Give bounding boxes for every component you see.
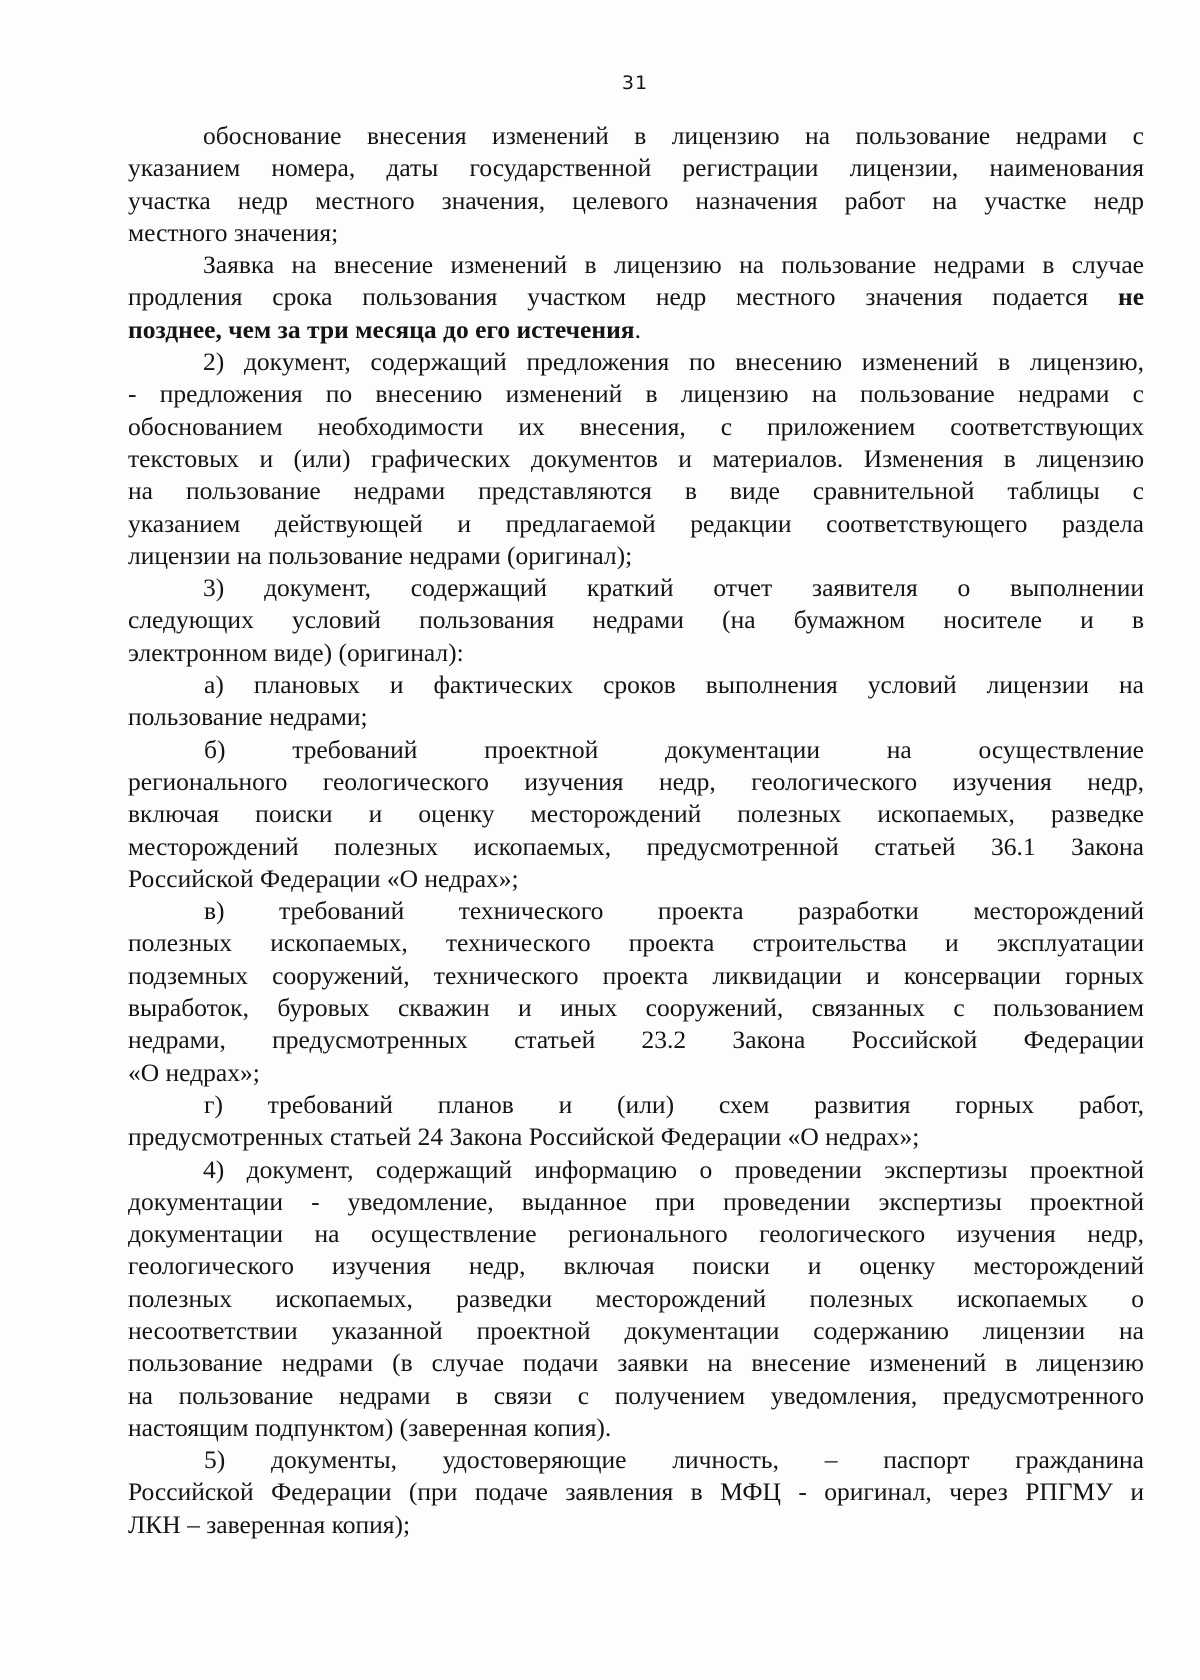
emphasis-text: не [1118, 282, 1145, 312]
text-line: б) требований проектной документации на осуществление [204, 734, 1144, 764]
emphasis-text: позднее, чем за три месяца до его истечения [128, 314, 635, 344]
text-line: электронном виде) (оригинал): [128, 637, 464, 667]
text-line: 4) документ, содержащий информацию о проведении экспертизы проектной [203, 1154, 1144, 1184]
text-line: указанием действующей и предлагаемой редакции соответствующего раздела [128, 508, 1144, 538]
text-line: на пользование недрами представляются в виде сравнительной таблицы с [128, 476, 1144, 506]
text-line: полезных ископаемых, разведки месторождений полезных ископаемых о [128, 1283, 1144, 1313]
text-line: настоящим подпунктом) (заверенная копия). [128, 1412, 612, 1442]
text-line: лицензии на пользование недрами (оригинал); [128, 540, 633, 570]
text-line: текстовых и (или) графических документов и материалов. Изменения в лицензию [128, 443, 1144, 473]
document-body [128, 120, 1144, 1541]
text-line: а) плановых и фактических сроков выполнения условий лицензии на [204, 670, 1144, 700]
text-line: регионального геологического изучения недр, геологического изучения недр, [128, 766, 1144, 796]
text-line: на пользование недрами в связи с получением уведомления, предусмотренного [128, 1380, 1144, 1410]
text-line: несоответствии указанной проектной документации содержанию лицензии на [128, 1315, 1144, 1345]
page-number: 31 [621, 72, 649, 94]
text-line [128, 314, 1144, 346]
text-line: 5) документы, удостоверяющие личность, – паспорт гражданина [204, 1445, 1144, 1475]
text-line: «О недрах»; [128, 1057, 260, 1087]
text-line: 3) документ, содержащий краткий отчет заявителя о выполнении [203, 573, 1144, 603]
text-line: г) требований планов и (или) схем развития горных работ, [204, 1089, 1144, 1119]
text-line: указанием номера, даты государственной регистрации лицензии, наименования [128, 153, 1144, 183]
text-line: месторождений полезных ископаемых, предусмотренной статьей 36.1 Закона [128, 831, 1144, 861]
text-line: Российской Федерации «О недрах»; [128, 863, 519, 893]
text-line: подземных сооружений, технического проекта ликвидации и консервации горных [128, 960, 1144, 990]
text-line: в) требований технического проекта разработки месторождений [204, 896, 1144, 926]
text-line: Российской Федерации (при подаче заявления в МФЦ - оригинал, через РПГМУ и [128, 1477, 1144, 1507]
text-line: участка недр местного значения, целевого назначения работ на участке недр [128, 185, 1144, 215]
text-line: 2) документ, содержащий предложения по внесению изменений в лицензию, [203, 347, 1144, 377]
text-line: - предложения по внесению изменений в лицензию на пользование недрами с [128, 379, 1144, 409]
text-line: выработок, буровых скважин и иных сооружений, связанных с пользованием [128, 993, 1144, 1023]
text-line [128, 281, 1144, 313]
text-line: документации на осуществление регионального геологического изучения недр, [128, 1219, 1144, 1249]
text-line: ЛКН – заверенная копия); [128, 1509, 411, 1539]
text-line: обоснованием необходимости их внесения, с приложением соответствующих [128, 411, 1144, 441]
text-line: Заявка на внесение изменений в лицензию на пользование недрами в случае [203, 250, 1144, 280]
text-line: документации - уведомление, выданное при проведении экспертизы проектной [128, 1186, 1144, 1216]
text-line: недрами, предусмотренных статьей 23.2 Закона Российской Федерации [128, 1025, 1144, 1055]
text-line: следующих условий пользования недрами (на бумажном носителе и в [128, 605, 1144, 635]
text-line: включая поиски и оценку месторождений полезных ископаемых, разведке [128, 799, 1144, 829]
text-line: обоснование внесения изменений в лицензию на пользование недрами с [203, 121, 1144, 150]
text-fragment: . [634, 314, 641, 344]
text-line: пользование недрами; [128, 702, 368, 732]
text-line: геологического изучения недр, включая поиски и оценку месторождений [128, 1251, 1144, 1281]
text-line: предусмотренных статьей 24 Закона Российской Федерации «О недрах»; [128, 1122, 920, 1152]
text-line: местного значения; [128, 217, 339, 247]
text-fragment: продления срока пользования участком недр местного значения подается [128, 282, 1089, 312]
text-line: пользование недрами (в случае подачи заявки на внесение изменений в лицензию [128, 1348, 1144, 1378]
text-line: полезных ископаемых, технического проекта строительства и эксплуатации [128, 928, 1144, 958]
